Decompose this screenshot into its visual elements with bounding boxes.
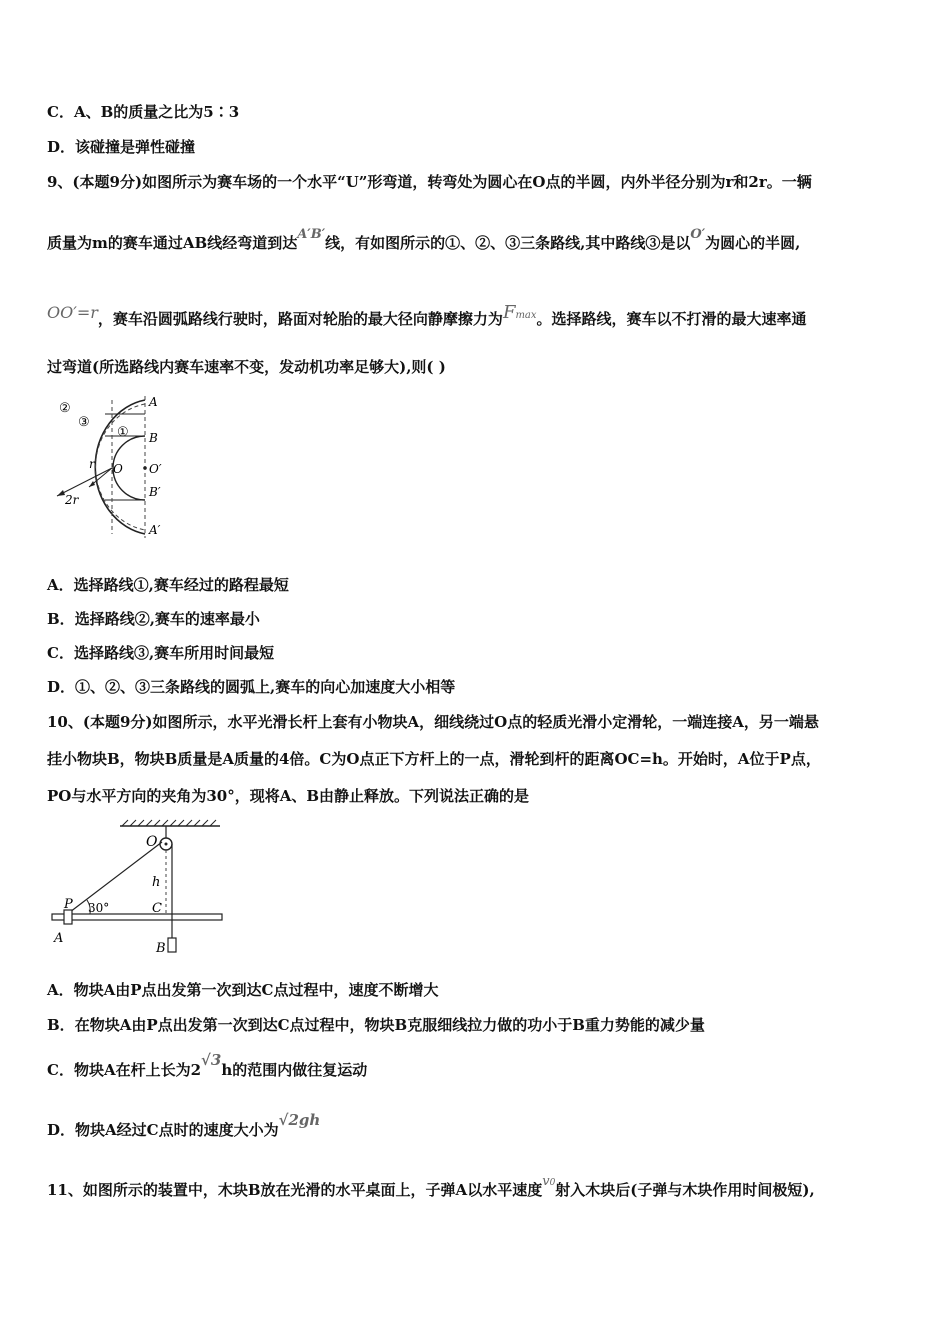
q10-stem-line2: 挂小物块B，物块B质量是A质量的4倍。C为O点正下方杆上的一点，滑轮到杆的距离OC=h。开始时，A位于P点，: [47, 750, 821, 768]
fig-label-a: A: [149, 395, 158, 409]
fig-label-2r: 2r: [65, 493, 79, 507]
fig-label-b: B: [149, 431, 158, 445]
fig-label-b: B: [156, 941, 166, 956]
q9-option-c: C．选择路线③,赛车所用时间最短: [47, 644, 275, 662]
formula-o-prime: O′: [690, 227, 706, 242]
formula-v0: v0: [542, 1174, 556, 1189]
fig-label-route3: ③: [78, 415, 90, 430]
q9-stem-line3: OO′=r，赛车沿圆弧路线行驶时，路面对轮胎的最大径向静摩擦力为Fmax。选择路线，赛车以不打滑的最大速率通: [47, 302, 807, 328]
q9-option-b: B．选择路线②,赛车的速率最小: [47, 610, 260, 628]
fig-label-o-prime: O′: [149, 462, 162, 476]
q10-option-c: C．物块A在杆上长为2√3h的范围内做往复运动: [47, 1051, 368, 1079]
fig-label-route1: ①: [117, 425, 129, 440]
q8-option-c: C．A、B的质量之比为5∶3: [47, 103, 240, 121]
q11-stem-line1: 11、如图所示的装置中，木块B放在光滑的水平桌面上，子弹A以水平速度v0射入木块后(子弹与木块作用时间极短),: [47, 1174, 815, 1199]
q10-option-b: B．在物块A由P点出发第一次到达C点过程中，物块B克服细线拉力做的功小于B重力势能的减少量: [47, 1016, 705, 1034]
fig-label-c: C: [152, 901, 162, 916]
q10-option-d: D．物块A经过C点时的速度大小为√2gh: [47, 1111, 321, 1139]
q9-u-track-figure: [45, 392, 175, 542]
q8-option-d: D．该碰撞是弹性碰撞: [47, 138, 196, 156]
formula-sqrt2gh: √2gh: [278, 1111, 321, 1129]
fig-label-route2: ②: [59, 401, 71, 416]
formula-oo-prime: OO′=r: [47, 303, 98, 322]
fig-label-h: h: [152, 875, 161, 890]
formula-sqrt3: √3: [201, 1051, 222, 1069]
q10-stem-line3: PO与水平方向的夹角为30°，现将A、B由静止释放。下列说法正确的是: [47, 787, 530, 805]
fig-label-b-prime: B′: [149, 485, 161, 499]
fig-label-a-prime: A′: [149, 523, 161, 537]
q10-pulley-figure: [48, 818, 228, 958]
fig-label-o: O: [146, 834, 158, 850]
formula-ab-prime: A′B′: [297, 227, 326, 242]
q9-option-a: A．选择路线①,赛车经过的路程最短: [47, 576, 289, 594]
fig-label-r: r: [89, 457, 95, 471]
q9-stem-line4: 过弯道(所选路线内赛车速率不变，发动机功率足够大),则( ): [47, 358, 446, 376]
q9-stem-line1: 9、(本题9分)如图所示为赛车场的一个水平“U”形弯道，转弯处为圆心在O点的半圆，内外半径分别为r和2r。一辆: [47, 173, 812, 191]
formula-fmax: Fmax: [502, 302, 537, 323]
q10-option-a: A．物块A由P点出发第一次到达C点过程中，速度不断增大: [47, 981, 439, 999]
q9-stem-line2: 质量为m的赛车通过AB线经弯道到达A′B′线，有如图所示的①、②、③三条路线,其中路线③是以O′为圆心的半圆,: [47, 227, 801, 252]
fig-label-a: A: [54, 931, 64, 946]
q9-option-d: D．①、②、③三条路线的圆弧上,赛车的向心加速度大小相等: [47, 678, 456, 696]
fig-label-p: P: [64, 897, 73, 912]
fig-label-30deg: 30°: [88, 901, 110, 915]
q10-stem-line1: 10、(本题9分)如图所示，水平光滑长杆上套有小物块A，细线绕过O点的轻质光滑小定滑轮，一端连接A，另一端悬: [47, 713, 819, 731]
fig-label-o: O: [113, 462, 123, 476]
